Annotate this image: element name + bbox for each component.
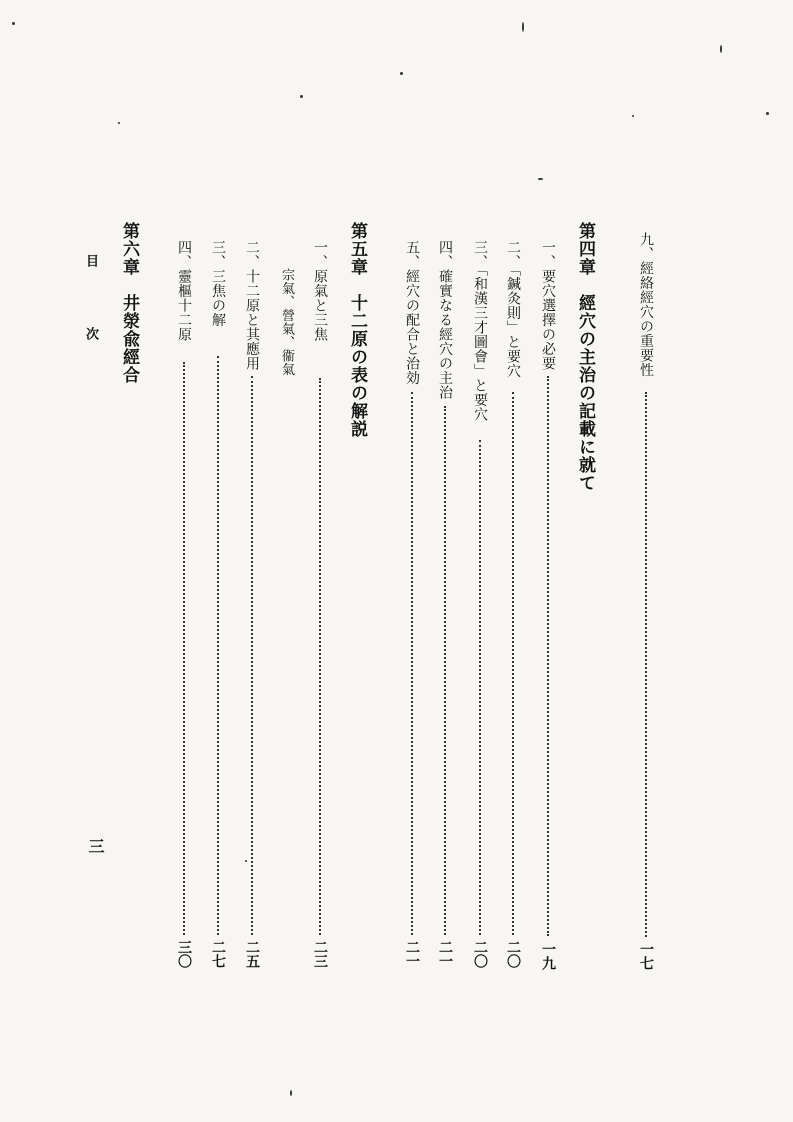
scan-speck [300, 95, 303, 98]
toc-entry-4-3: 三、「和漢三才圖會」と要穴 [472, 240, 488, 422]
scan-speck [632, 115, 634, 117]
toc-leader [479, 440, 481, 935]
toc-entry-4-2: 二、「鍼灸則」と要穴 [505, 240, 521, 378]
page-number: 三 [86, 838, 105, 854]
toc-leader [444, 406, 446, 935]
toc-entry-5-4: 四、靈樞十二原 [176, 240, 192, 342]
toc-leader [547, 376, 549, 936]
toc-entry-9: 九、經絡經穴の重要性 [638, 232, 654, 377]
toc-leader [217, 356, 219, 935]
toc-page-number: 二五 [244, 940, 260, 968]
toc-page-number: 一九 [540, 942, 556, 970]
toc-page-number: 一七 [638, 942, 654, 970]
toc-entry-5-3: 三、三焦の解 [210, 240, 226, 327]
toc-entry-4-1: 一、要穴選擇の必要 [540, 240, 556, 371]
chapter-6-heading: 第六章 井滎兪經合 [119, 222, 139, 384]
toc-leader [183, 362, 185, 935]
scan-speck [720, 45, 722, 53]
toc-leader [645, 392, 647, 937]
toc-page-number: 二一 [404, 940, 420, 968]
toc-page-number: 二〇 [505, 940, 521, 968]
toc-leader [411, 392, 413, 935]
chapter-5-heading: 第五章 十二原の表の解説 [347, 222, 367, 438]
toc-page-number: 三〇 [176, 940, 192, 968]
scan-speck [290, 1090, 292, 1096]
toc-entry-5-2: 二、十二原と其應用 [244, 240, 260, 371]
scan-speck [245, 860, 247, 862]
toc-section-label: 目次 [83, 254, 98, 400]
scan-speck [12, 22, 15, 25]
toc-entry-4-5: 五、經穴の配合と治効 [404, 240, 420, 385]
scan-speck [766, 112, 769, 115]
toc-leader [251, 376, 253, 935]
toc-entry-5-1: 一、原氣と三焦 [312, 240, 328, 342]
toc-page-number: 二一 [437, 940, 453, 968]
scan-speck [538, 178, 543, 180]
toc-page-number: 二〇 [472, 940, 488, 968]
toc-subentry: 宗氣、營氣、衞氣 [279, 268, 294, 376]
scan-speck [522, 22, 524, 32]
chapter-4-heading: 第四章 經穴の主治の記載に就て [575, 222, 595, 492]
toc-entry-4-4: 四、確實なる經穴の主治 [437, 240, 453, 400]
scan-speck [400, 72, 403, 75]
toc-page-number: 二三 [312, 940, 328, 968]
toc-leader [512, 392, 514, 935]
toc-page-number: 二七 [210, 940, 226, 968]
scan-speck [118, 122, 120, 124]
toc-leader [319, 378, 321, 935]
